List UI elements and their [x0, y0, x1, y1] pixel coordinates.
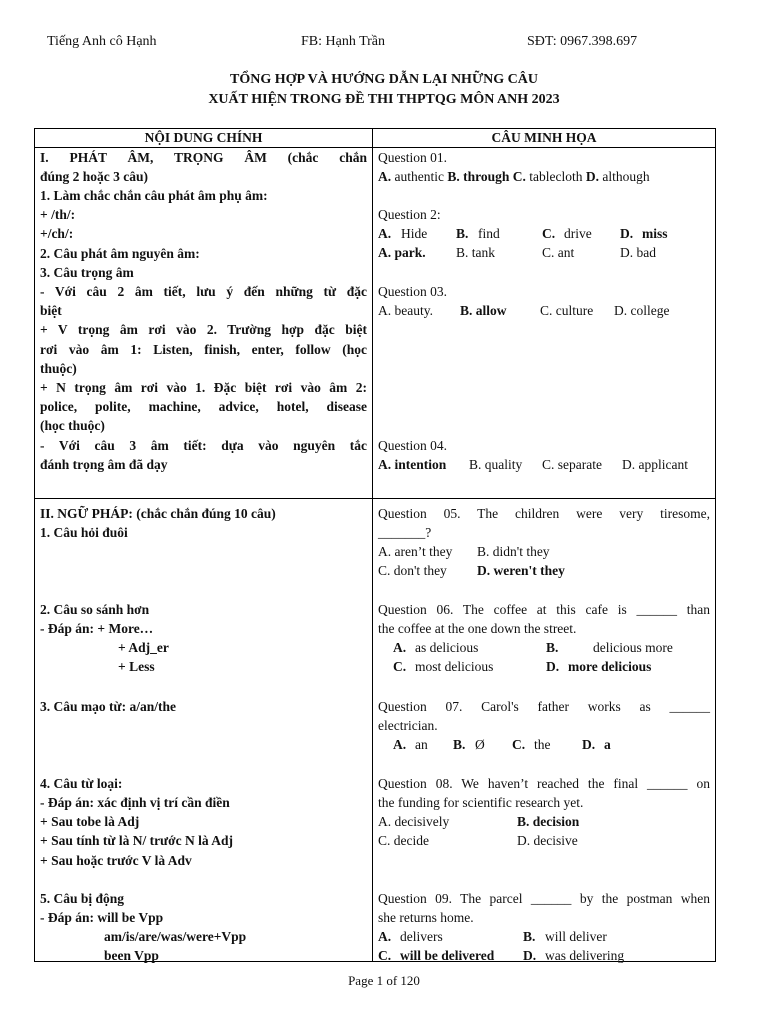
s1-line: đúng 2 hoặc 3 câu) [40, 169, 149, 184]
q4-label: Question 04. [378, 438, 447, 453]
q9-stem: she returns home. [378, 910, 474, 925]
passive-line: am/is/are/was/were+Vpp [104, 929, 247, 944]
wordform-heading: 4. Câu từ loại: [40, 776, 123, 791]
s1-line: rơi vào âm 1: Listen, finish, enter, follow (học [40, 342, 367, 357]
header-right: SĐT: 0967.398.697 [527, 34, 638, 49]
passive-line: been Vpp [104, 948, 159, 963]
passive-line: - Đáp án: will be Vpp [40, 910, 164, 925]
col2-header: CÂU MINH HỌA [373, 129, 716, 148]
wordform-line: + Sau tobe là Adj [40, 814, 140, 829]
page-header [47, 34, 719, 54]
s1-line: - Với câu 2 âm tiết, lưu ý đến những từ đặc [40, 284, 367, 299]
content-table [34, 128, 716, 962]
section1-left [35, 148, 373, 499]
s1-line: đánh trọng âm đã dạy [40, 457, 168, 472]
wordform-line: + Sau tính từ là N/ trước N là Adj [40, 833, 234, 848]
q5-stem: Question 05. The children were very tiresome, [378, 506, 710, 521]
comparison-line: - Đáp án: + More… [40, 621, 154, 636]
q1-label: Question 01. [378, 150, 447, 165]
q6-stem: Question 06. The coffee at this cafe is ______ than [378, 602, 710, 617]
q7-stem: Question 07. Carol's father works as ______ [378, 699, 710, 714]
s2-title: II. NGỮ PHÁP: (chắc chắn đúng 10 câu) [40, 506, 276, 521]
wordform-line: + Sau hoặc trước V là Adv [40, 853, 192, 868]
s1-line: 1. Làm chắc chắn câu phát âm phụ âm: [40, 188, 268, 203]
document-title [0, 70, 768, 110]
s1-line: 3. Câu trọng âm [40, 265, 134, 280]
comparison-line: + Less [118, 659, 155, 674]
s1-line: (học thuộc) [40, 418, 105, 433]
s1-line: + /th/: [40, 207, 76, 222]
q5-stem: _______? [378, 525, 432, 540]
s1-line: thuộc) [40, 361, 77, 376]
s1-line: - Với câu 3 âm tiết: dựa vào nguyên tắc [40, 438, 367, 453]
comparison-heading: 2. Câu so sánh hơn [40, 602, 150, 617]
passive-heading: 5. Câu bị động [40, 891, 125, 906]
article-heading: 3. Câu mạo từ: a/an/the [40, 699, 176, 714]
q3-label: Question 03. [378, 284, 447, 299]
q6-stem: the coffee at the one down the street. [378, 621, 577, 636]
q7-stem: electrician. [378, 718, 438, 733]
section1-right: Question 01. A. authentic B. through C. tablecloth D. although Question 2: A. Hide B. find C. drive D. miss A. park. B. tank C. ant D. bad Question 03. A. beauty. B. allow C. culture D. college Question 04. A. intention B. quality C. separate D. applicant [373, 148, 716, 499]
q1-options: A. authentic B. through C. tablecloth D. although [378, 169, 650, 184]
title-line-2: XUẤT HIỆN TRONG ĐỀ THI THPTQG MÔN ANH 2023 [208, 92, 560, 107]
q8-stem: Question 08. We haven’t reached the final ______ on [378, 776, 710, 791]
s1-line: police, polite, machine, advice, hotel, disease [40, 399, 367, 414]
header-left: Tiếng Anh cô Hạnh [47, 34, 157, 49]
q9-stem: Question 09. The parcel ______ by the postman when [378, 891, 710, 906]
col1-header: NỘI DUNG CHÍNH [35, 129, 373, 148]
section2-left [35, 499, 373, 962]
wordform-line: - Đáp án: xác định vị trí cần điền [40, 795, 230, 810]
s1-line: + V trọng âm rơi vào 2. Trường hợp đặc biệt [40, 322, 367, 337]
header-center: FB: Hạnh Trần [301, 34, 386, 49]
q2-label: Question 2: [378, 207, 441, 222]
s1-line: + N trọng âm rơi vào 1. Đặc biệt rơi vào âm 2: [40, 380, 367, 395]
title-line-1: TỔNG HỢP VÀ HƯỚNG DẪN LẠI NHỮNG CÂU [230, 72, 538, 87]
section2-right: Question 05. The children were very tiresome, _______? A. aren’t they B. didn't they C. don't they D. weren't they Question 06. The coffee at this cafe is ______ than the coffee at the one down the street. A. as delicious B. delicious more C. most delicious D. more delicious Question 07. Carol's father works as ______ electrician. A. an B. Ø C. the D. a Question 08. We haven’t reached the final ______ on the funding for scientific research yet. A. decisively B. decision C. decide D. decisive Question 09. The parcel ______ by the postman when she returns home. A. delivers B. will deliver C. will be delivered D. was delivering [373, 499, 716, 962]
s1-line: biệt [40, 303, 62, 318]
tag-question-heading: 1. Câu hỏi đuôi [40, 525, 128, 540]
s1-line: I. PHÁT ÂM, TRỌNG ÂM (chắc chắn [40, 150, 367, 165]
q8-stem: the funding for scientific research yet. [378, 795, 584, 810]
comparison-line: + Adj_er [118, 640, 169, 655]
page-number: Page 1 of 120 [348, 973, 420, 988]
s1-line: 2. Câu phát âm nguyên âm: [40, 246, 200, 261]
s1-line: +/ch/: [40, 226, 74, 241]
